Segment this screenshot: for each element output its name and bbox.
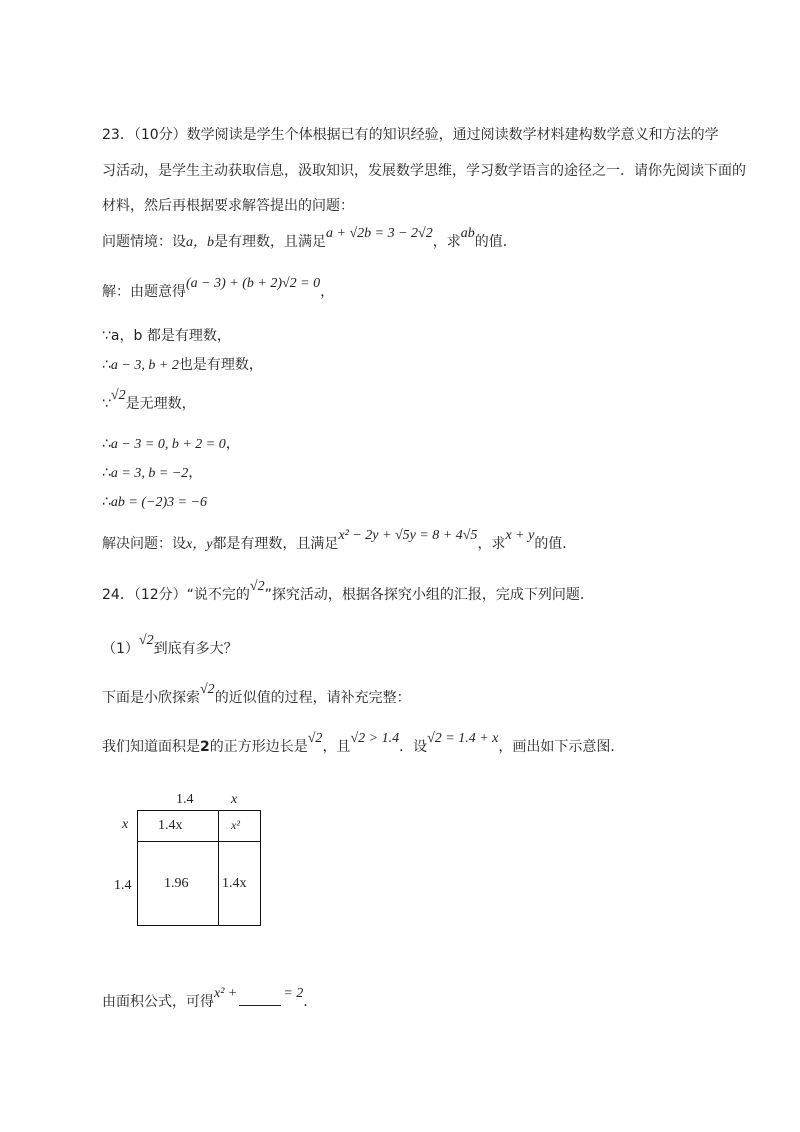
- diagram-horizontal-divider: [137, 841, 261, 842]
- problem-vars: a，b: [186, 235, 214, 250]
- q23-intro-line3: 材料，然后再根据要求解答提出的问题：: [102, 198, 354, 214]
- step5-equation: a = 3, b = −2: [110, 466, 189, 481]
- q23-step2: [102, 356, 263, 375]
- problem-target: ab: [460, 226, 475, 241]
- diagram-cell-top-right: x²: [231, 818, 240, 832]
- step4-end: ，: [225, 436, 240, 452]
- diagram-top-label-right: x: [231, 792, 238, 807]
- q24-heading-b: ”探究活动，根据各探究小组的汇报，完成下列问题．: [264, 587, 594, 603]
- know-inequality: √2 > 1.4: [350, 731, 400, 746]
- problem-mid: 是有理数，且满足: [214, 234, 326, 250]
- part1-radical: √2: [138, 633, 154, 648]
- q24-intro: [102, 682, 411, 708]
- diagram-cell-bottom-left: 1.96: [164, 876, 189, 891]
- task-end: 的值．: [534, 536, 577, 552]
- q23-step5: [102, 464, 202, 483]
- because-symbol: ∵: [102, 396, 111, 412]
- know-equation: √2 = 1.4 + x: [427, 731, 499, 746]
- task-prefix: 解决问题：设: [102, 536, 186, 552]
- diagram-side-label-top: x: [122, 817, 129, 832]
- q23-step6: [102, 493, 207, 512]
- solution-equation: (a − 3) + (b + 2)√2 = 0: [186, 276, 321, 291]
- problem-ask: ，求: [432, 234, 461, 250]
- step2-equation: a − 3, b + 2: [110, 358, 179, 373]
- q23-intro-line2: 习活动，是学生主动获取信息，汲取知识，发展数学思维，学习数学语言的途径之一．请你先阅读下面的: [102, 163, 746, 179]
- q24-heading-radical: √2: [249, 579, 265, 594]
- solution-prefix: 解：由题意得: [102, 284, 186, 300]
- q23-step1: ∵a，b 都是有理数，: [102, 328, 231, 344]
- answer-blank[interactable]: [239, 1005, 281, 1006]
- problem-prefix: 问题情境：设: [102, 234, 186, 250]
- diagram-side-label-bottom: 1.4: [114, 878, 132, 893]
- know-number: 2: [200, 739, 210, 755]
- formula-left: x² +: [214, 986, 238, 1001]
- therefore-symbol: ∴: [102, 436, 111, 452]
- task-target: x + y: [505, 528, 535, 543]
- step2-text: 也是有理数，: [178, 357, 263, 373]
- q23-problem: [102, 226, 517, 252]
- know-b: 的正方形边长是: [209, 739, 308, 755]
- step3-radical: √2: [110, 388, 126, 403]
- q23-solution: [102, 276, 335, 302]
- diagram-outer-square: [137, 810, 261, 926]
- step6-equation: ab = (−2)3 = −6: [110, 495, 208, 510]
- step3-text: 是无理数，: [125, 396, 196, 412]
- task-ask: ，求: [477, 536, 506, 552]
- task-equation: x² − 2y + √5y = 8 + 4√5: [338, 528, 478, 543]
- diagram-cell-bottom-right: 1.4x: [222, 876, 247, 891]
- q24-heading-a: 24．（12分）“说不完的: [102, 587, 250, 603]
- q23-task: [102, 528, 577, 554]
- square-diagram: [110, 790, 270, 930]
- formula-end: ．: [303, 994, 318, 1010]
- problem-end: 的值．: [474, 234, 517, 250]
- formula-a: 由面积公式，可得: [102, 994, 214, 1010]
- solution-end: ，: [320, 284, 335, 300]
- step5-end: ，: [188, 465, 203, 481]
- part1-label: （1）: [102, 641, 139, 657]
- q23-step4: [102, 435, 240, 454]
- problem-equation: a + √2b = 3 − 2√2: [326, 226, 433, 241]
- know-c: ，且: [322, 739, 351, 755]
- intro-b: 的近似值的过程，请补充完整：: [214, 690, 411, 706]
- know-a: 我们知道面积是: [102, 739, 200, 755]
- know-e: ，画出如下示意图．: [498, 739, 625, 755]
- know-d: ．设: [399, 739, 428, 755]
- diagram-top-label-left: 1.4: [176, 792, 194, 807]
- q23-step3: [102, 388, 196, 414]
- diagram-vertical-divider: [218, 810, 219, 926]
- step4-equation: a − 3 = 0, b + 2 = 0: [110, 437, 226, 452]
- q24-heading: [102, 579, 594, 605]
- q24-formula: [102, 986, 318, 1012]
- part1-question: 到底有多大？: [153, 641, 238, 657]
- task-vars: x，y: [186, 537, 213, 552]
- therefore-symbol: ∴: [102, 357, 111, 373]
- know-radical: √2: [307, 731, 323, 746]
- q23-intro-line1: 23．（10分）数学阅读是学生个体根据已有的知识经验，通过阅读数学材料建构数学意义和方法的学: [102, 127, 719, 143]
- q24-part1: [102, 633, 238, 659]
- therefore-symbol: ∴: [102, 465, 111, 481]
- q24-know: [102, 731, 625, 757]
- diagram-cell-top-left: 1.4x: [158, 818, 183, 833]
- task-mid: 都是有理数，且满足: [212, 536, 339, 552]
- formula-right: = 2: [283, 986, 304, 1001]
- intro-radical: √2: [200, 682, 215, 697]
- intro-a: 下面是小欣探索: [102, 690, 200, 706]
- therefore-symbol: ∴: [102, 494, 111, 510]
